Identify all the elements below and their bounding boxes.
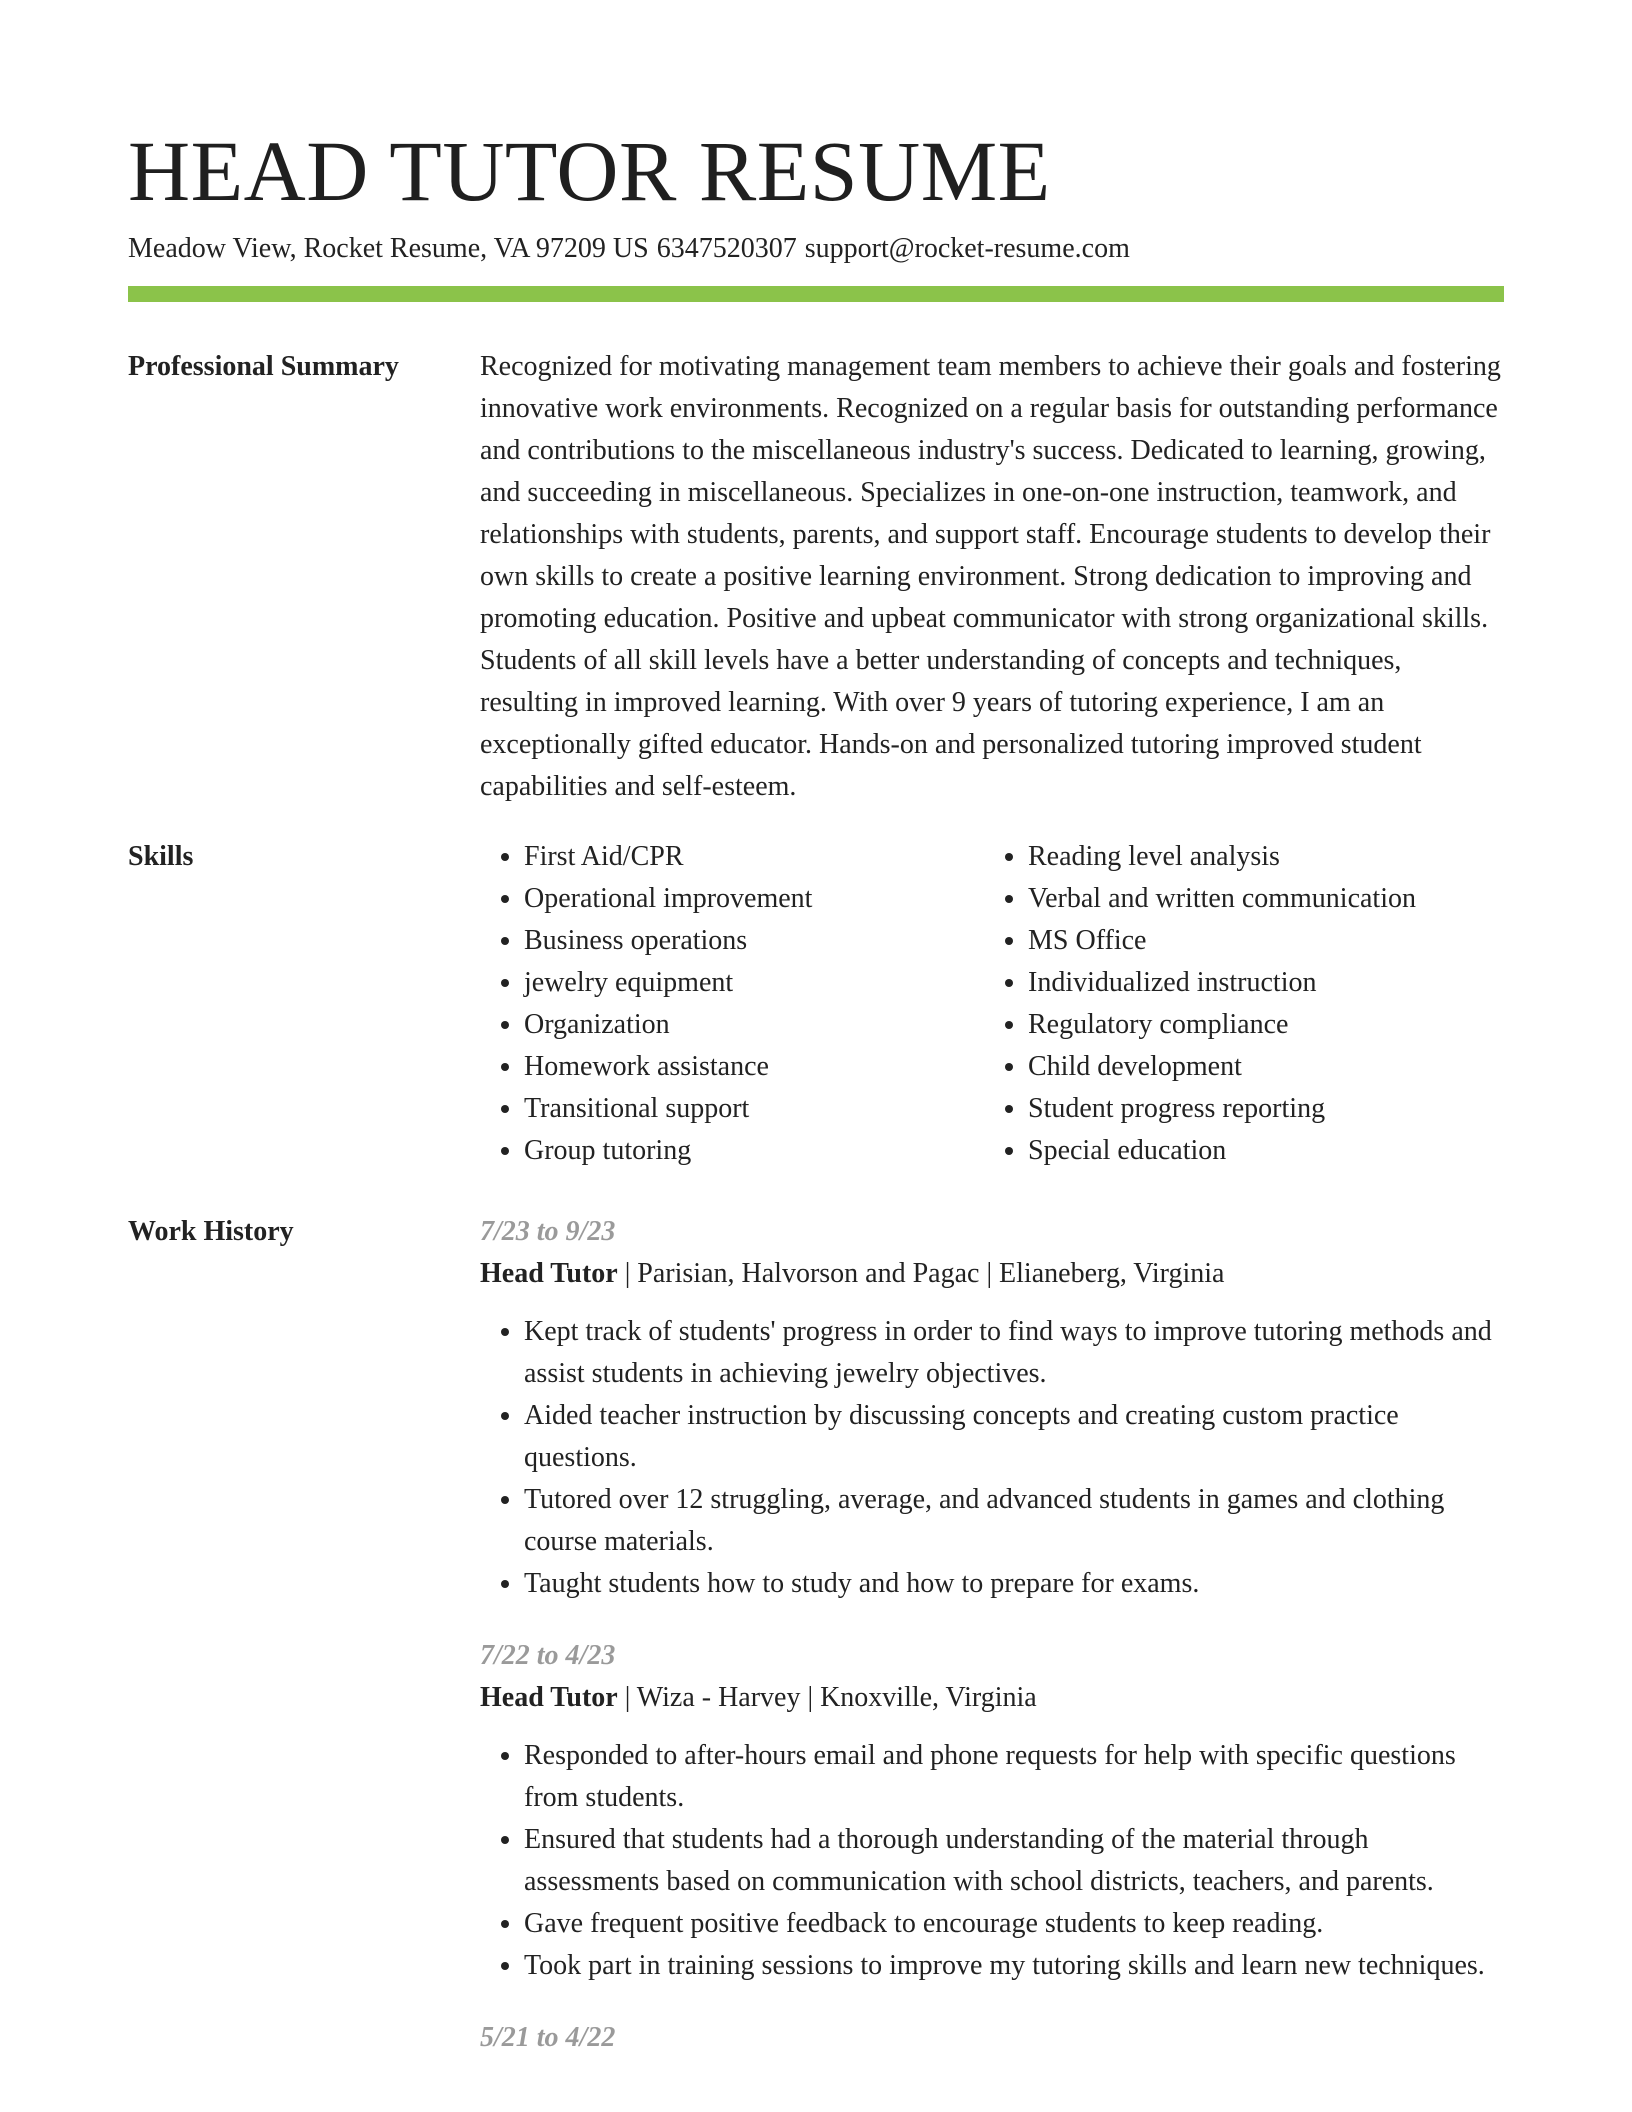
summary-body	[480, 346, 1504, 808]
job-bullet: • Aided teacher instruction by discussing concepts and creating custom practice questions.	[524, 1395, 1504, 1479]
resume-title: HEAD TUTOR RESUME	[128, 123, 1051, 219]
work-history-body	[480, 1211, 1504, 2089]
skills-column-2	[984, 836, 1488, 1172]
skill-item: • Special education	[1028, 1130, 1488, 1172]
job-bullets	[480, 1735, 1504, 1987]
job-title: Head Tutor	[480, 1258, 618, 1289]
job-bullet: • Responded to after-hours email and phone requests for help with specific questions from students.	[524, 1735, 1504, 1819]
job-header	[480, 1677, 1504, 1719]
job-bullet: • Ensured that students had a thorough understanding of the material through assessments based on communication with school districts, teachers, and parents.	[524, 1819, 1504, 1903]
job-bullet: • Tutored over 12 struggling, average, and advanced students in games and clothing course materials.	[524, 1479, 1504, 1563]
skill-item: • Group tutoring	[524, 1130, 984, 1172]
skill-item: • Verbal and written communication	[1028, 878, 1488, 920]
skills-heading: Skills	[128, 841, 194, 872]
job-header	[480, 1253, 1504, 1295]
skills-column-1	[480, 836, 984, 1172]
skill-item: • Regulatory compliance	[1028, 1004, 1488, 1046]
job-entry	[480, 1211, 1504, 1605]
skill-item: • Reading level analysis	[1028, 836, 1488, 878]
contact-phone: 6347520307	[656, 233, 797, 264]
skill-item: • Individualized instruction	[1028, 962, 1488, 1004]
job-dates: 7/23 to 9/23	[480, 1216, 616, 1247]
contact-address: Meadow View, Rocket Resume, VA 97209 US	[128, 233, 649, 264]
skill-item: • MS Office	[1028, 920, 1488, 962]
skill-item: • Operational improvement	[524, 878, 984, 920]
skill-item: • jewelry equipment	[524, 962, 984, 1004]
job-title: Head Tutor	[480, 1682, 618, 1713]
skill-item: • Organization	[524, 1004, 984, 1046]
job-details: | Wiza - Harvey | Knoxville, Virginia	[617, 1682, 1037, 1713]
job-dates: 7/22 to 4/23	[480, 1640, 616, 1671]
work-history-heading: Work History	[128, 1216, 294, 1247]
summary-text: Recognized for motivating management team members to achieve their goals and fostering innovative work environments. Recognized on a regular basis for outstanding performance and contributions to the miscellaneous industry's success. Dedicated to learning, growing, and succeeding in miscellaneous. Specializes in one-on-one instruction, teamwork, and relationships with students, parents, and support staff. Encourage students to develop their own skills to create a positive learning environment. Strong dedication to improving and promoting education. Positive and upbeat communicator with strong organizational skills. Students of all skill levels have a better understanding of concepts and techniques, resulting in improved learning. With over 9 years of tutoring experience, I am an exceptionally gifted educator. Hands-on and personalized tutoring improved student capabilities and self-esteem.	[480, 351, 1501, 802]
skill-item: • First Aid/CPR	[524, 836, 984, 878]
job-bullets	[480, 1311, 1504, 1605]
skill-item: • Child development	[1028, 1046, 1488, 1088]
skill-item: • Transitional support	[524, 1088, 984, 1130]
contact-email: support@rocket-resume.com	[804, 233, 1130, 264]
job-bullet: • Took part in training sessions to improve my tutoring skills and learn new techniques.	[524, 1945, 1504, 1987]
job-bullet: • Kept track of students' progress in order to find ways to improve tutoring methods and assist students in achieving jewelry objectives.	[524, 1311, 1504, 1395]
summary-heading: Professional Summary	[128, 351, 399, 382]
job-bullet: • Taught students how to study and how to prepare for exams.	[524, 1563, 1504, 1605]
skill-item: • Student progress reporting	[1028, 1088, 1488, 1130]
contact-line	[128, 230, 1138, 268]
job-bullet: • Gave frequent positive feedback to encourage students to keep reading.	[524, 1903, 1504, 1945]
job-details: | Parisian, Halvorson and Pagac | Elianeberg, Virginia	[617, 1258, 1225, 1289]
skill-item: • Business operations	[524, 920, 984, 962]
job-entry	[480, 2017, 1504, 2059]
header-divider	[128, 286, 1504, 302]
skills-body	[480, 836, 1504, 1172]
job-entry	[480, 1635, 1504, 1987]
skill-item: • Homework assistance	[524, 1046, 984, 1088]
job-dates: 5/21 to 4/22	[480, 2022, 616, 2053]
